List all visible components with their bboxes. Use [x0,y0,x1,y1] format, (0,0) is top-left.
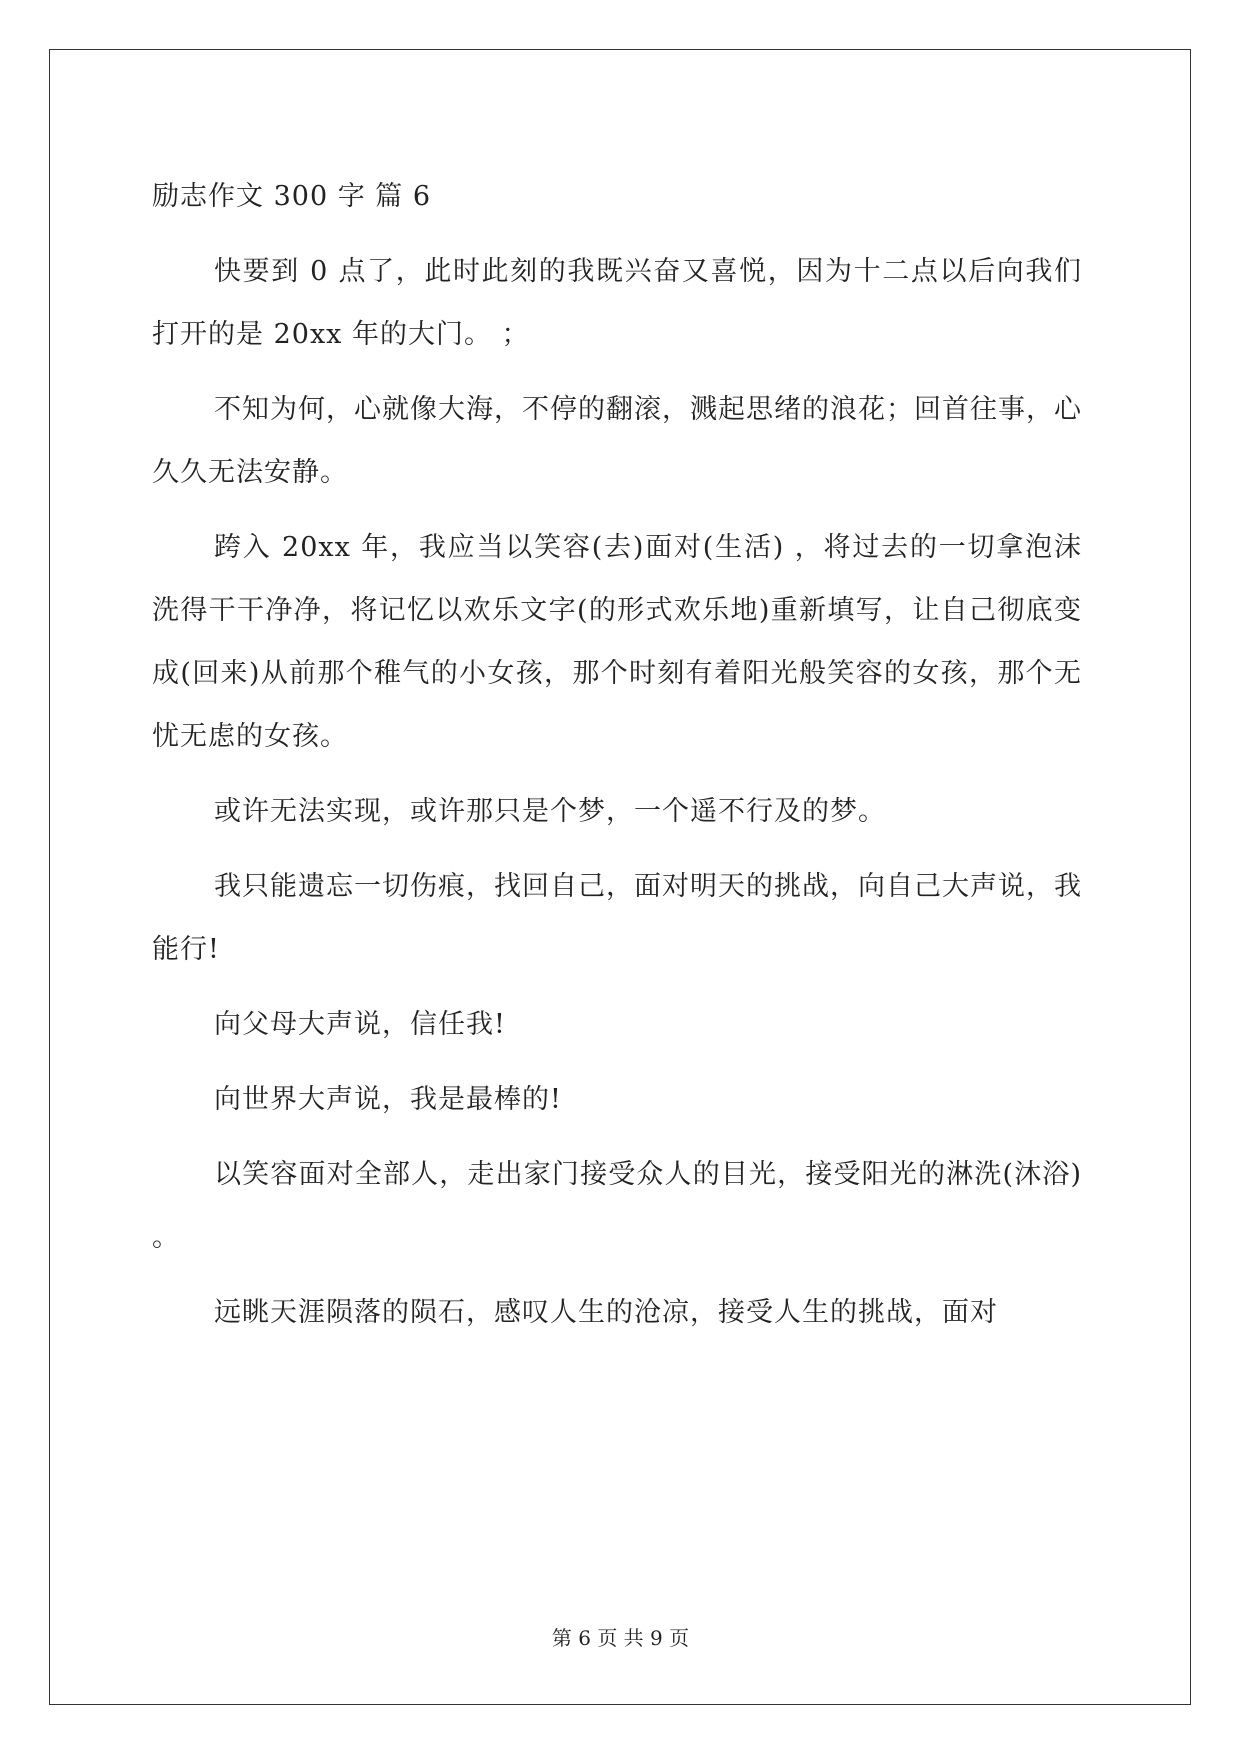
paragraph-3: 跨入 20xx 年，我应当以笑容(去)面对(生活) ，将过去的一切拿泡沫洗得干干净净，将记忆以欢乐文字(的形式欢乐地)重新填写，让自己彻底变成(回来)从前那个稚气的小女孩，那个时刻有着阳光般笑容的女孩，那个无忧无虑的女孩。 [152,532,1082,752]
paragraph-6: 向父母大声说，信任我! [214,1009,506,1040]
page-number-footer: 第 6 页 共 9 页 [551,1626,690,1650]
paragraph-9: 远眺天涯陨落的陨石，感叹人生的沧凉，接受人生的挑战，面对 [214,1297,998,1328]
paragraph-2: 不知为何，心就像大海，不停的翻滚，溅起思绪的浪花；回首往事，心久久无法安静。 [152,394,1082,488]
paragraph-8: 以笑容面对全部人，走出家门接受众人的目光，接受阳光的淋洗(沐浴) 。 [152,1159,1082,1253]
document-body [152,165,1082,1356]
paragraph-1: 快要到 0 点了，此时此刻的我既兴奋又喜悦，因为十二点以后向我们打开的是 20xx 年的大门。 ； [152,256,1082,350]
paragraph-4: 或许无法实现，或许那只是个梦，一个遥不行及的梦。 [214,796,886,827]
essay-title: 励志作文 300 字 篇 6 [152,181,432,212]
paragraph-5: 我只能遗忘一切伤痕，找回自己，面对明天的挑战，向自己大声说，我能行! [152,871,1082,965]
paragraph-7: 向世界大声说，我是最棒的! [214,1084,562,1115]
